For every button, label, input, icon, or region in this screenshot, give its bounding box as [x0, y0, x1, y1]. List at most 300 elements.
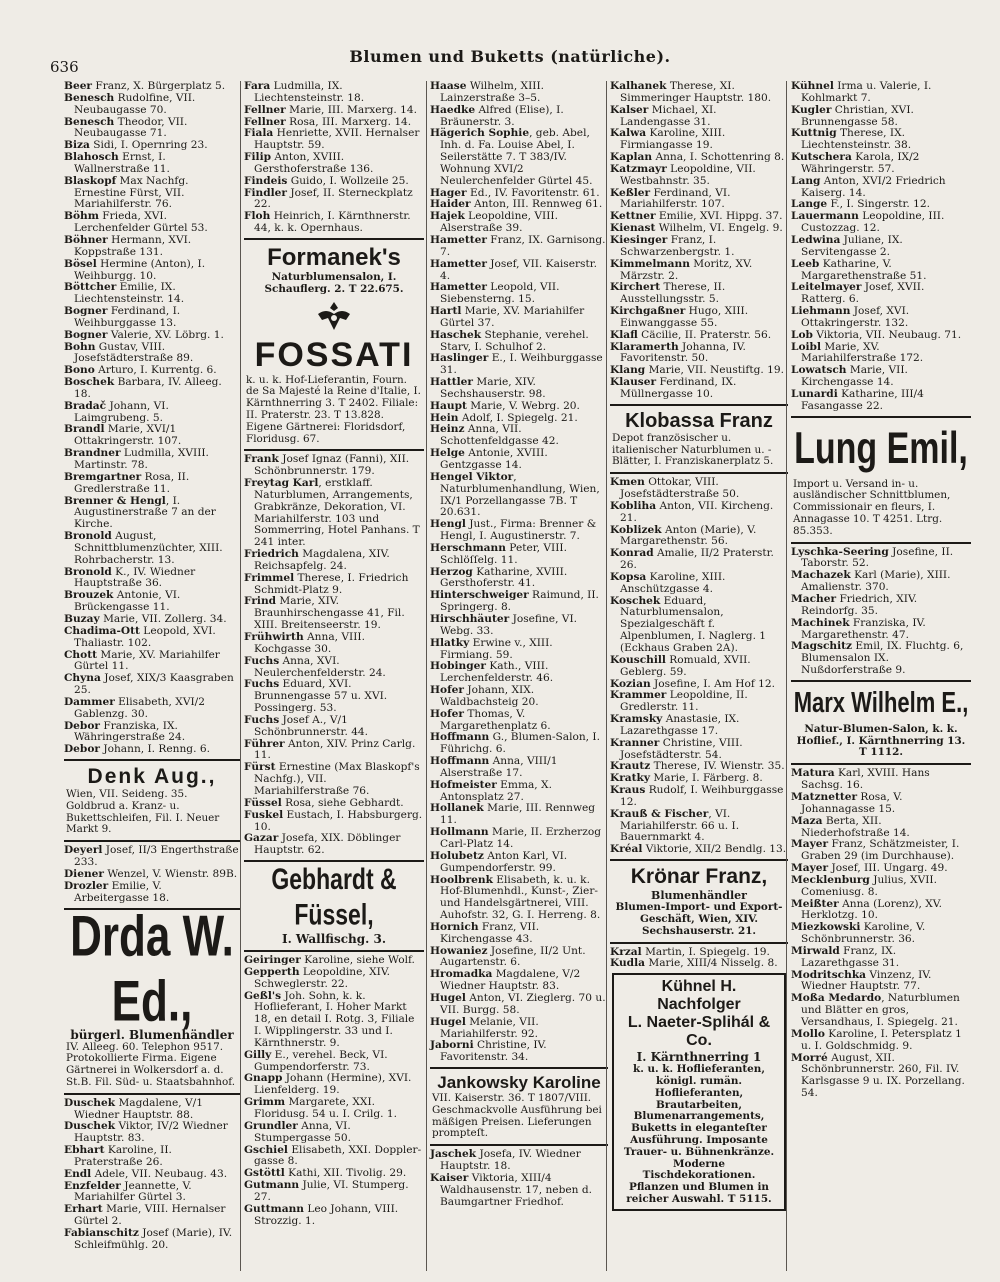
- entry-details: Magdalene, V/1 Wiedner Hauptstr. 88.: [74, 1096, 203, 1121]
- entry-details: Leopoldine, II. Gredlerstr. 11.: [620, 689, 748, 714]
- entry-details: Josefine, II. Taborstr. 52.: [801, 545, 954, 570]
- directory-entry: [610, 958, 788, 970]
- entry-details: Viktoria, VII. Neubaug. 71.: [812, 328, 962, 341]
- directory-entry: [244, 152, 424, 176]
- directory-entry: [791, 342, 971, 366]
- entry-name: Morré: [791, 1051, 828, 1064]
- entry-details: , erstklaff. Naturblumen, Arrangements, Grabkränze, Dekoration, VI. Mariahilferstr. 103 und Sommerring, Hotel Panhans. T 241 inter.: [254, 477, 420, 549]
- entry-name: Meißter: [791, 897, 839, 910]
- entry-details: Cäcilie, II. Praterstr. 56.: [637, 328, 772, 341]
- entry-name: Kréal: [610, 843, 643, 856]
- entry-details: Christian, XVI. Brunnengasse 58.: [801, 103, 914, 128]
- entry-name: Magschitz: [791, 640, 853, 653]
- entry-name: Füssel: [244, 796, 282, 809]
- directory-entry: [610, 282, 788, 306]
- directory-entry: [64, 1121, 240, 1145]
- directory-entry: [64, 93, 240, 117]
- entry-name: Haider: [430, 198, 471, 211]
- entry-name: Lob: [791, 328, 813, 341]
- entry-details: Raimund, II. Springerg. 8.: [440, 589, 599, 614]
- directory-entry: [64, 673, 240, 697]
- directory-entry: [430, 1040, 608, 1064]
- entry-name: Fuchs: [244, 654, 280, 667]
- entry-name: Geßl's: [244, 989, 282, 1002]
- directory-entry: [791, 594, 971, 618]
- directory-entry: [610, 377, 788, 401]
- divider: [610, 942, 788, 944]
- entry-details: Franz, IX. Garnisong. 7.: [440, 233, 606, 258]
- entry-details: Marie, I. Färberg. 8.: [650, 772, 763, 785]
- entry-list: [430, 81, 608, 1064]
- directory-entry: [791, 176, 971, 200]
- entry-name: Kirchgaßner: [610, 305, 686, 318]
- directory-entry: [610, 235, 788, 259]
- entry-details: Wenzel, V. Wienstr. 89B.: [103, 867, 238, 880]
- entry-name: Kettner: [610, 210, 656, 223]
- entry-name: Kalser: [610, 103, 649, 116]
- entry-name: Hugel: [430, 1015, 466, 1028]
- entry-name: Kiesinger: [610, 233, 668, 246]
- directory-entry: [791, 570, 971, 594]
- entry-name: Debor: [64, 743, 100, 756]
- entry-name: Frank: [244, 453, 279, 466]
- entry-details: Heinrich, I. Kärnthnerstr. 44, k. k. Opernhaus.: [254, 210, 411, 235]
- directory-entry: [610, 785, 788, 809]
- entry-details: Johann, VI. Laimgrubeng. 5.: [74, 399, 169, 424]
- entry-name: Hajek: [430, 210, 465, 223]
- entry-name: Moßa Medardo: [791, 992, 882, 1005]
- entry-list: [244, 81, 424, 235]
- entry-details: Berta, XII. Niederhofstraße 14.: [801, 814, 910, 839]
- entry-name: Hirschhäuter: [430, 612, 510, 625]
- directory-entry: [430, 282, 608, 306]
- entry-name: Matznetter: [791, 790, 858, 803]
- entry-details: Marie, V. Webrg. 20.: [466, 399, 580, 412]
- directory-entry: [64, 590, 240, 614]
- ad-drda-sub: bürgerl. Blumenhändler: [70, 1027, 234, 1042]
- directory-entry: [430, 424, 608, 448]
- column-1: [64, 81, 244, 1271]
- ad-kronar: [610, 865, 788, 937]
- directory-entry: [64, 1204, 240, 1228]
- entry-details: August, XII. Schönbrunnerstr. 260, Fil. IV. Karlsgasse 9 u. IX. Porzellang. 54.: [801, 1051, 965, 1100]
- entry-name: Fuchs: [244, 713, 280, 726]
- entry-details: Marie, XIV. Braunhirschengasse 41, Fil. XIII. Breitenseerstr. 19.: [254, 595, 405, 632]
- entry-name: Kouschill: [610, 653, 666, 666]
- ad-formanek-text: Naturblumensalon, I. Schauflerg. 2. T 22.675.: [264, 270, 404, 295]
- entry-details: Anna, I. Schottenring 8.: [652, 151, 785, 164]
- entry-details: Leopoldine, XIV. Schweglerstr. 22.: [254, 965, 391, 990]
- divider: [610, 472, 788, 474]
- entry-details: Christine, IV. Favoritenstr. 34.: [440, 1039, 547, 1064]
- entry-details: Emma, X. Antonsplatz 27.: [440, 778, 552, 803]
- entry-details: Emilie, IX. Liechtensteinstr. 14.: [74, 281, 185, 306]
- directory-entry: [244, 454, 424, 478]
- entry-details: Henriette, XVII. Hernalser Hauptstr. 59.: [254, 127, 420, 152]
- entry-details: Ludmilla, IX. Liechtensteinstr. 18.: [254, 81, 365, 104]
- entry-name: Grundler: [244, 1119, 298, 1132]
- entry-details: Therese, I. Friedrich Schmidt-Platz 9.: [254, 571, 409, 596]
- entry-details: G., Blumen-Salon, I. Führichg. 6.: [440, 731, 600, 756]
- directory-entry: [244, 596, 424, 632]
- entry-name: Geiringer: [244, 954, 301, 967]
- entry-details: Magdalena, XIV. Reichsapfelg. 24.: [254, 548, 390, 572]
- entry-details: Anton, III. Rennweg 61.: [470, 198, 603, 211]
- directory-entry: [791, 899, 971, 923]
- entry-name: Bogner: [64, 305, 108, 318]
- entry-details: Erwine v., XIII. Firmiang. 59.: [440, 636, 553, 661]
- entry-name: Lunardi: [791, 387, 838, 400]
- ad-klobassa: [610, 410, 788, 468]
- directory-entry: [791, 792, 971, 816]
- entry-name: Hlatky: [430, 636, 470, 649]
- divider: [791, 763, 971, 765]
- entry-name: Bohn: [64, 340, 96, 353]
- entry-details: Max Nachfg. Ernestine Fürst, VII. Mariahilferstr. 76.: [74, 174, 189, 211]
- ad-jankowsky: [430, 1073, 608, 1140]
- entry-details: Leopold, VII. Siebensterng. 15.: [440, 281, 560, 306]
- directory-entry: [64, 401, 240, 425]
- entry-name: Lange: [791, 198, 828, 211]
- directory-entry: [430, 519, 608, 543]
- entry-name: Kalwa: [610, 127, 647, 140]
- entry-name: Kirchert: [610, 281, 661, 294]
- directory-entry: [430, 1173, 608, 1209]
- entry-name: Fabianschitz: [64, 1226, 139, 1239]
- entry-details: Viktoria, XIII/4 Waldhausenstr. 17, neben d. Baumgartner Friedhof.: [440, 1171, 592, 1208]
- directory-entry: [610, 809, 788, 845]
- directory-entry: [64, 235, 240, 259]
- directory-entry: [791, 365, 971, 389]
- divider: [244, 950, 424, 952]
- entry-details: Moritz, XV. Märzstr. 2.: [620, 257, 753, 282]
- entry-name: Bradač: [64, 399, 107, 412]
- directory-entry: [430, 661, 608, 685]
- directory-entry: [791, 389, 971, 413]
- ad-kuhnel: [612, 973, 786, 1211]
- entry-details: Therese, XI. Simmeringer Hauptstr. 180.: [620, 81, 772, 104]
- entry-details: Martin, I. Spiegelg. 19.: [641, 945, 770, 958]
- entry-name: Bogner: [64, 328, 108, 341]
- entry-details: Karoline, XIII. Anschützgasse 4.: [620, 570, 726, 595]
- entry-details: Adele, VII. Neubaug. 43.: [91, 1167, 228, 1180]
- directory-entry: [430, 827, 608, 851]
- directory-columns: [64, 81, 970, 1271]
- directory-entry: [244, 1073, 424, 1097]
- divider: [791, 542, 971, 544]
- directory-entry: [430, 567, 608, 591]
- entry-name: Haslinger: [430, 352, 489, 365]
- entry-details: Margarete, XXI. Floridusg. 54 u. I. Crilg. 1.: [254, 1096, 398, 1120]
- entry-details: Amalie, II/2 Praterstr. 26.: [620, 547, 774, 572]
- directory-entry: [244, 1204, 424, 1228]
- entry-name: Duschek: [64, 1096, 116, 1109]
- entry-name: Böttcher: [64, 281, 117, 294]
- entry-name: Kugler: [791, 103, 832, 116]
- entry-details: Josefa, XIX. Döblinger Hauptstr. 62.: [254, 832, 401, 857]
- directory-entry: [430, 614, 608, 638]
- entry-details: Marie, XV. Mariahilferstraße 172.: [801, 340, 924, 365]
- entry-name: Fuskel: [244, 808, 284, 821]
- entry-name: Mollo: [791, 1027, 825, 1040]
- entry-details: F., I. Singerstr. 12.: [827, 198, 931, 211]
- entry-details: Emilie, V. Arbeitergasse 18.: [74, 879, 170, 904]
- entry-details: Magdalene, V/2 Wiedner Hauptstr. 83.: [440, 968, 581, 993]
- entry-name: Blahosch: [64, 151, 119, 164]
- entry-name: Findeis: [244, 174, 288, 187]
- entry-name: Frind: [244, 595, 277, 608]
- entry-details: Josef, XIX/3 Kaasgraben 25.: [74, 672, 234, 697]
- entry-details: Antonie, VI. Brückengasse 11.: [74, 589, 181, 614]
- entry-name: Kobliha: [610, 499, 657, 512]
- entry-name: Friedrich: [244, 548, 299, 561]
- directory-entry: [64, 377, 240, 401]
- entry-details: Hugo, XIII. Einwanggasse 55.: [620, 305, 749, 329]
- directory-entry: [791, 235, 971, 259]
- entry-name: Bösel: [64, 257, 97, 270]
- entry-details: , VI. Mariahilferstr. 66 u. I. Bauernmarkt 4.: [620, 807, 740, 844]
- directory-entry: [64, 472, 240, 496]
- entry-name: Fürst: [244, 761, 276, 774]
- entry-name: Gstöttl: [244, 1167, 285, 1180]
- entry-details: Vinzenz, IV. Wiedner Hauptstr. 77.: [801, 968, 932, 993]
- directory-entry: [244, 1180, 424, 1204]
- entry-name: Hollmann: [430, 826, 489, 839]
- entry-name: Keßler: [610, 186, 651, 199]
- entry-name: Hofer: [430, 684, 464, 697]
- entry-details: Anton Karl, VI. Gumpendorferstr. 99.: [440, 849, 568, 874]
- entry-name: Modritschka: [791, 968, 867, 981]
- entry-details: Marie, III. Marxerg. 14.: [285, 103, 417, 116]
- entry-name: Maza: [791, 814, 823, 827]
- entry-details: Leopoldine, III. Custozzag. 12.: [801, 210, 945, 235]
- entry-name: Kaplan: [610, 151, 653, 164]
- entry-details: Elisabeth, k. u. k. Hof-Blumenhdl., Kunst-, Zier- und Handelsgärtnerei, VIII. Auhofstr. 32, G. I. Herreng. 8.: [440, 873, 601, 922]
- entry-details: Valerie, XV. Löbrg. 1.: [107, 328, 224, 341]
- ad-lung-text: Import u. Versand in- u. ausländischer Schnittblumen, Commissionair en fleurs, I. Annagasse 10. T 4251. Ltrg. 85.353.: [793, 477, 951, 537]
- divider: [244, 449, 424, 451]
- entry-list: [791, 547, 971, 677]
- directory-entry: [244, 549, 424, 573]
- entry-details: Peter, VIII. Schlöſſelg. 11.: [440, 541, 567, 566]
- entry-name: Bono: [64, 364, 95, 377]
- entry-details: Johann (Hermine), XVI. Lienfelderg. 19.: [254, 1072, 412, 1097]
- entry-name: Koblizek: [610, 523, 662, 536]
- page-header: Blumen und Buketts (natürliche).: [349, 47, 671, 66]
- entry-list: [610, 947, 788, 971]
- entry-details: Josef, III. Ungarg. 49.: [828, 862, 948, 875]
- entry-details: Adolf, I. Spiegelg. 21.: [458, 411, 578, 424]
- directory-entry: [64, 1098, 240, 1122]
- directory-entry: [64, 342, 240, 366]
- entry-details: Franziska, IV. Margarethenstr. 47.: [801, 616, 926, 641]
- entry-details: Josef, XVI. Ottakringerstr. 132.: [801, 305, 910, 329]
- column-4: [606, 81, 791, 1271]
- entry-name: Helge: [430, 447, 465, 460]
- ad-kuhnel-text: k. u. k. Hoflieferanten, königl. rumän. Hoflieferanten, Brautarbeiten, Blumenarrangements, Buketts in eleganteſter Ausführung. Imposante Trauer- u. Bühnenkränze. Moderne Tischdekorationen. Pflanzen und Blumen in reicher Auswahl. T 5115.: [623, 1063, 775, 1206]
- directory-entry: [244, 833, 424, 857]
- entry-name: Deyerl: [64, 844, 103, 857]
- ad-denk-text: Wien, VII. Seideng. 35. Goldbrud a. Kranz- u. Bukettschleifen, Fil. I. Neuer Markt 9.: [66, 788, 220, 836]
- divider: [791, 416, 971, 418]
- entry-name: Boschek: [64, 376, 115, 389]
- entry-name: Gschiel: [244, 1143, 288, 1156]
- entry-name: Holubetz: [430, 849, 484, 862]
- entry-details: Alfred (Elise), I. Bräunerstr. 3.: [440, 103, 564, 128]
- directory-entry: [244, 762, 424, 798]
- entry-details: Marie, XIV. Sechshauserstr. 98.: [440, 376, 546, 400]
- entry-details: Marie, II. Erzherzog Carl-Platz 14.: [440, 826, 601, 850]
- crown-eagle-icon: [314, 300, 354, 334]
- ad-drda-text: IV. Alleeg. 60. Telephon 9517. Protokollierte Firma. Eigene Gärtnerei in Wolkersdorf a. d. St.B. Fil. Süd- u. Staatsbahnhof.: [66, 1040, 236, 1088]
- entry-details: Viktorie, XII/2 Bendlg. 13.: [642, 843, 787, 856]
- entry-details: Rosa, siehe Gebhardt.: [281, 796, 404, 809]
- entry-details: Just., Firma: Brenner & Hengl, I. Augustinerstr. 7.: [440, 518, 597, 543]
- entry-name: Brandner: [64, 447, 121, 460]
- entry-details: Ferdinand, IX. Müllnergasse 10.: [620, 376, 737, 400]
- directory-entry: [610, 572, 788, 596]
- entry-details: , geb. Abel, Inh. d. Fa. Louise Abel, I. Seilerstätte 7. T 383/IV. Wohnung XVI/2 Neulerchenfelder Gürtel 45.: [440, 127, 593, 187]
- entry-details: Anton, VII. Kircheng. 21.: [620, 499, 774, 524]
- directory-entry: [610, 501, 788, 525]
- entry-details: Juliane, IX. Servitengasse 2.: [801, 233, 903, 258]
- entry-name: Fellner: [244, 115, 286, 128]
- directory-entry: [64, 448, 240, 472]
- ad-denk: [64, 765, 240, 836]
- entry-details: Karola, IX/2 Währingerstr. 57.: [801, 151, 920, 175]
- entry-details: Eduard, Naturblumensalon, Spezialgeschäft f. Alpenblumen, I. Naglerg. 1 (Eckhaus Graben 2A).: [620, 594, 767, 654]
- entry-name: Hametter: [430, 257, 487, 270]
- entry-name: Krauß & Fischer: [610, 807, 709, 820]
- directory-entry: [791, 922, 971, 946]
- entry-list: [244, 955, 424, 1227]
- ad-marx: [791, 685, 971, 759]
- ad-kronar-sub: Blumenhändler: [651, 889, 747, 903]
- entry-details: Leopold, XVI. Thaliastr. 102.: [74, 624, 216, 649]
- page-number: 636: [50, 58, 79, 76]
- directory-entry: [610, 128, 788, 152]
- entry-name: Ledwina: [791, 233, 841, 246]
- entry-details: Josef Ignaz (Fanni), XII. Schönbrunnerstr. 179.: [254, 453, 410, 478]
- entry-details: Josef (Marie), IV. Schleifmühlg. 20.: [74, 1226, 233, 1251]
- directory-entry: [430, 1017, 608, 1041]
- entry-details: Emilie, XVI. Hippg. 37.: [655, 210, 783, 223]
- directory-entry: [244, 1145, 424, 1169]
- directory-entry: [430, 306, 608, 330]
- entry-details: Kathi, XII. Tivolig. 29.: [284, 1167, 407, 1180]
- entry-name: Brouzek: [64, 589, 114, 602]
- entry-details: Melanie, VII. Mariahilferstr. 92.: [440, 1015, 539, 1040]
- directory-entry: [64, 424, 240, 448]
- ad-drda-name: Drda W. Ed.,: [70, 904, 234, 1034]
- entry-name: Hugel: [430, 991, 466, 1004]
- entry-details: Anton, VI. Zieglerg. 70 u. VII. Burgg. 58.: [440, 991, 606, 1016]
- directory-entry: [430, 756, 608, 780]
- entry-name: Diener: [64, 867, 104, 880]
- divider: [244, 238, 424, 240]
- entry-name: Haupt: [430, 399, 467, 412]
- entry-details: Anna, VI. Stumpergasse 50.: [254, 1119, 351, 1144]
- entry-name: Hengl: [430, 518, 466, 531]
- divider: [430, 1144, 608, 1146]
- entry-name: Chyna: [64, 672, 101, 685]
- entry-details: Marie, VII. Neustiftg. 19.: [645, 364, 784, 377]
- directory-entry: [610, 548, 788, 572]
- entry-name: Kramsky: [610, 713, 663, 726]
- entry-name: Gazar: [244, 832, 279, 845]
- entry-details: Jeannette, V. Mariahilfer Gürtel 3.: [74, 1179, 192, 1204]
- entry-name: Böhm: [64, 210, 99, 223]
- directory-entry: [430, 211, 608, 235]
- entry-name: Mirwald: [791, 944, 840, 957]
- entry-details: Rudolfine, VII. Neubaugasse 70.: [74, 91, 196, 116]
- directory-entry: [64, 845, 240, 869]
- directory-entry: [430, 780, 608, 804]
- entry-name: Klang: [610, 364, 646, 377]
- entry-name: Lyschka-Seering: [791, 545, 889, 558]
- entry-name: Frühwirth: [244, 631, 304, 643]
- entry-name: Kmen: [610, 476, 645, 489]
- entry-name: Koschek: [610, 594, 661, 607]
- entry-name: Kuttnig: [791, 127, 837, 140]
- entry-name: Findler: [244, 186, 288, 199]
- entry-name: Gnapp: [244, 1072, 283, 1085]
- directory-entry: [791, 970, 971, 994]
- entry-details: Julius, XVII. Comeniusg. 8.: [801, 873, 937, 898]
- directory-entry: [64, 211, 240, 235]
- directory-entry: [64, 1145, 240, 1169]
- directory-entry: [430, 946, 608, 970]
- entry-details: Josefine, II/2 Unt. Augartenstr. 6.: [440, 944, 586, 969]
- directory-entry: [244, 632, 424, 656]
- entry-details: Marie, VII. Zollerg. 34.: [99, 612, 227, 625]
- entry-name: Dammer: [64, 695, 115, 708]
- ad-fossati-text: k. u. k. Hof-Lieferantin, Fourn. de Sa Majesté la Reine d'Italie, I. Kärnthnerring 3. T 2402. Filiale: II. Praterstr. 23. T 13.828. Eigene Gärtnerei: Floridsdorf, Floridusg. 67.: [246, 373, 421, 445]
- directory-entry: [64, 1181, 240, 1205]
- directory-entry: [64, 626, 240, 650]
- column-3: [426, 81, 611, 1271]
- entry-name: Haedke: [430, 103, 476, 116]
- directory-entry: [64, 306, 240, 330]
- directory-entry: [430, 105, 608, 129]
- entry-details: Romuald, XVII. Geblerg. 59.: [620, 653, 751, 678]
- directory-entry: [244, 128, 424, 152]
- entry-details: Hermine (Anton), I. Weihburgg. 10.: [74, 257, 206, 282]
- entry-name: Hägerich Sophie: [430, 127, 530, 140]
- directory-entry: [244, 478, 424, 549]
- entry-details: Therese, IX. Liechtensteinstr. 38.: [801, 127, 912, 152]
- ad-kronar-name: Krönar Franz,: [630, 865, 768, 889]
- entry-name: Hofer: [430, 707, 464, 720]
- entry-details: Leo Johann, VIII. Strozzig. 1.: [254, 1202, 399, 1227]
- directory-entry: [430, 993, 608, 1017]
- ad-gebhardt-name: Gebhardt & Füssel,: [271, 861, 397, 931]
- directory-entry: [64, 282, 240, 306]
- entry-name: Hollanek: [430, 802, 484, 815]
- entry-name: Klaramerth: [610, 340, 679, 353]
- entry-details: Rosa, II. Gredlerstraße 11.: [74, 470, 190, 495]
- entry-name: Leitelmayer: [791, 281, 862, 294]
- directory-entry: [430, 922, 608, 946]
- entry-name: Grimm: [244, 1096, 286, 1109]
- entry-name: Hoffmann: [430, 755, 490, 768]
- entry-details: Eustach, I. Habsburgerg. 10.: [254, 808, 423, 833]
- entry-details: Johann, I. Renng. 6.: [99, 743, 210, 756]
- directory-entry: [64, 744, 240, 756]
- entry-name: Liehmann: [791, 305, 851, 318]
- entry-name: Debor: [64, 719, 100, 732]
- directory-entry: [610, 105, 788, 129]
